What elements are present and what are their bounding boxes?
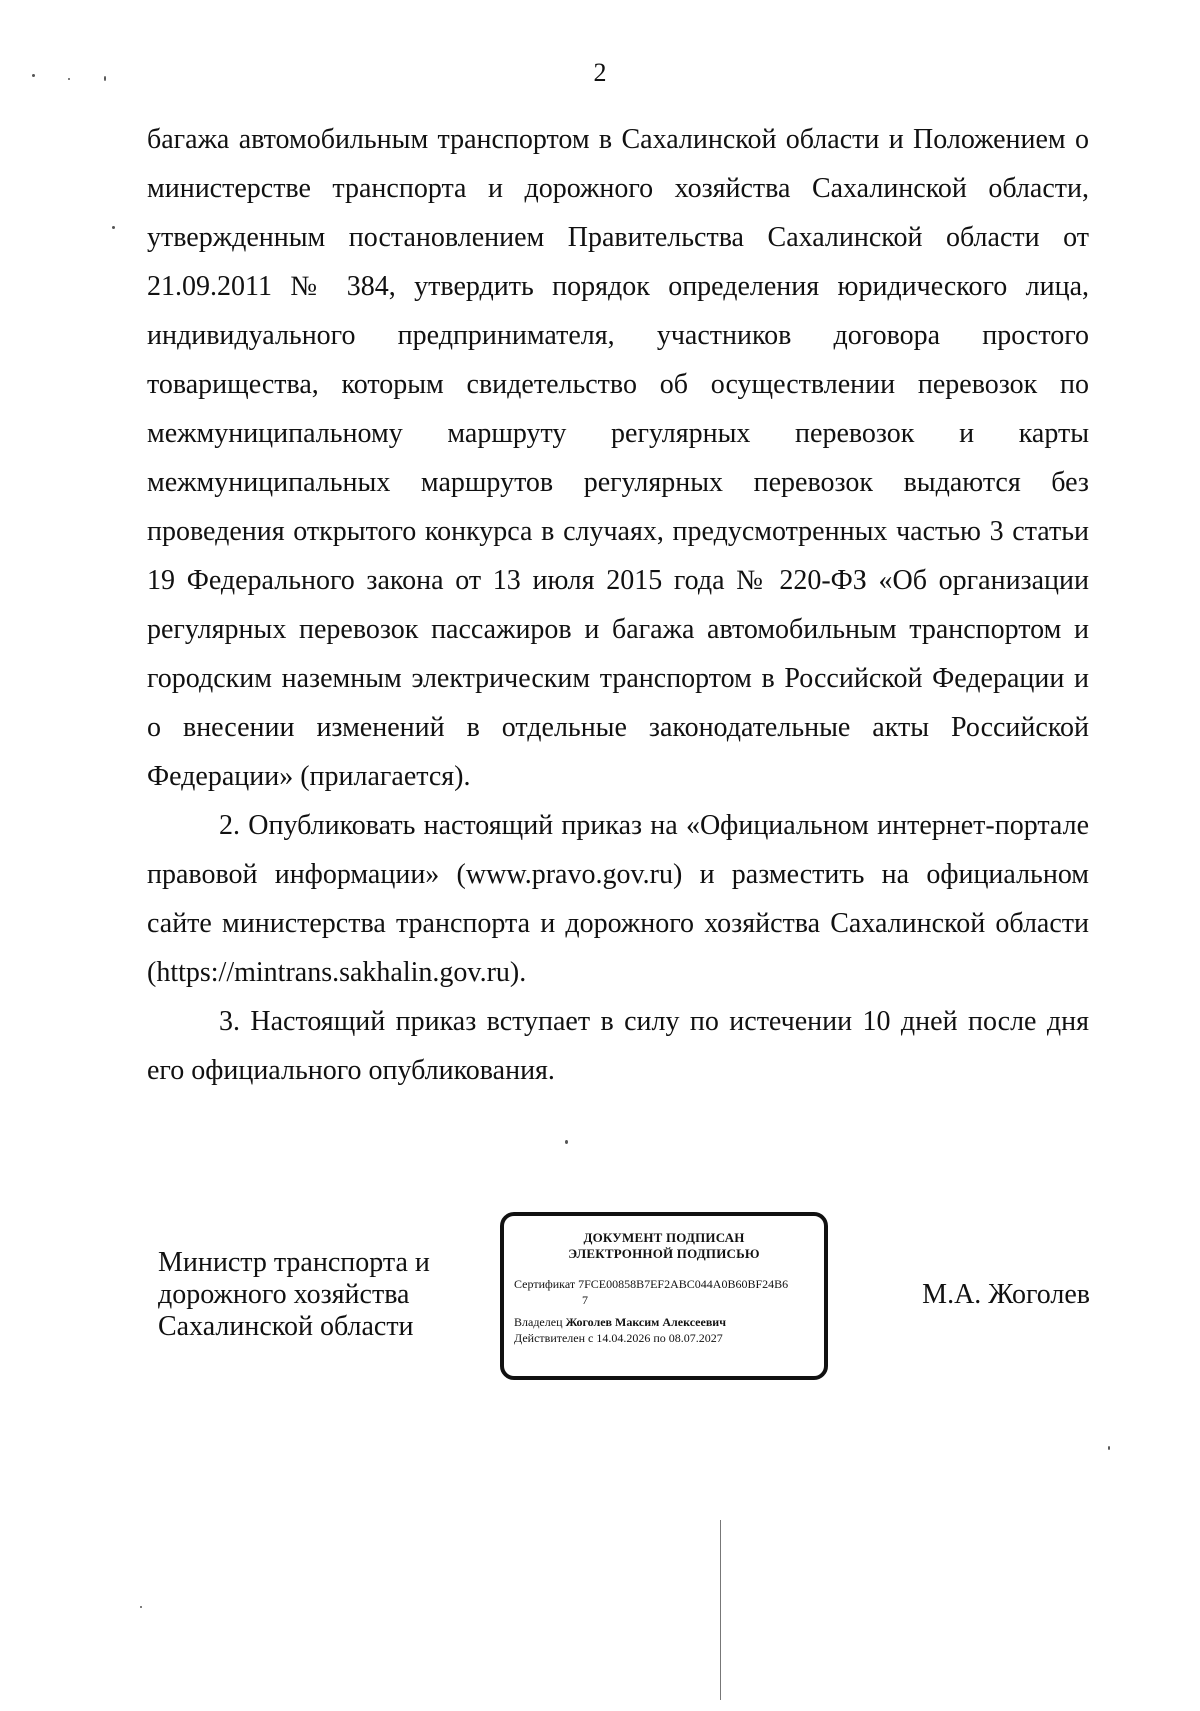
electronic-signature-stamp	[500, 1212, 828, 1380]
paragraph-continuation: багажа автомобильным транспортом в Сахалинской области и Положением о министерстве транспорта и дорожного хозяйства Сахалинской области, утвержденным постановлением Правительства Сахалинской области от 21.09.2011 № 384, утвердить порядок определения юридического лица, индивидуального предпринимателя, участников договора простого товарищества, которым свидетельство об осуществлении перевозок по межмуниципальному маршруту регулярных перевозок и карты межмуниципальных маршрутов регулярных перевозок выдаются без проведения открытого конкурса в случаях, предусмотренных частью 3 статьи 19 Федерального закона от 13 июля 2015 года № 220-ФЗ «Об организации регулярных перевозок пассажиров и багажа автомобильным транспортом и городским наземным электрическим транспортом в Российской Федерации и о внесении изменений в отдельные законодательные акты Российской Федерации» (прилагается).	[147, 124, 1089, 792]
stamp-certificate-value-cont: 7	[582, 1293, 588, 1307]
scan-speck	[68, 78, 70, 80]
signer-title-line: Министр транспорта и	[158, 1247, 430, 1278]
stamp-validity: Действителен с 14.04.2026 по 08.07.2027	[514, 1331, 723, 1345]
stamp-certificate	[514, 1276, 814, 1292]
scan-speck	[1108, 1446, 1110, 1450]
signer-title-line: Сахалинской области	[158, 1311, 414, 1342]
page-number: 2	[593, 58, 607, 87]
scan-speck	[140, 1606, 142, 1608]
stamp-certificate-label: Сертификат	[514, 1277, 576, 1291]
stamp-title-line: ЭЛЕКТРОННОЙ ПОДПИСЬЮ	[568, 1246, 760, 1261]
stamp-certificate-value: 7FCE00858B7EF2ABC044A0B60BF24B6	[578, 1277, 789, 1291]
paragraph-publication: 2. Опубликовать настоящий приказ на «Официальном интернет-портале правовой информации» (www.pravo.gov.ru) и разместить на официальном сайте министерства транспорта и дорожного хозяйства Сахалинской области (https://mintrans.sakhalin.gov.ru).	[147, 810, 1089, 988]
scan-line	[720, 1520, 721, 1700]
stamp-owner-label: Владелец	[514, 1315, 563, 1329]
document-body	[147, 115, 1089, 1095]
signer-title	[158, 1247, 458, 1343]
stamp-title-line: ДОКУМЕНТ ПОДПИСАН	[583, 1230, 745, 1245]
scan-speck	[32, 74, 35, 77]
signature-block	[0, 1210, 1200, 1390]
signer-title-line: дорожного хозяйства	[158, 1279, 410, 1310]
scan-speck	[112, 226, 115, 229]
paragraph-effective-date: 3. Настоящий приказ вступает в силу по истечении 10 дней после дня его официального опубликования.	[147, 1006, 1089, 1086]
signer-name: М.А. Жоголев	[922, 1279, 1090, 1310]
scan-speck	[565, 1140, 568, 1144]
scan-speck	[104, 76, 106, 81]
stamp-owner-value: Жоголев Максим Алексеевич	[565, 1315, 726, 1329]
stamp-owner	[514, 1314, 814, 1330]
